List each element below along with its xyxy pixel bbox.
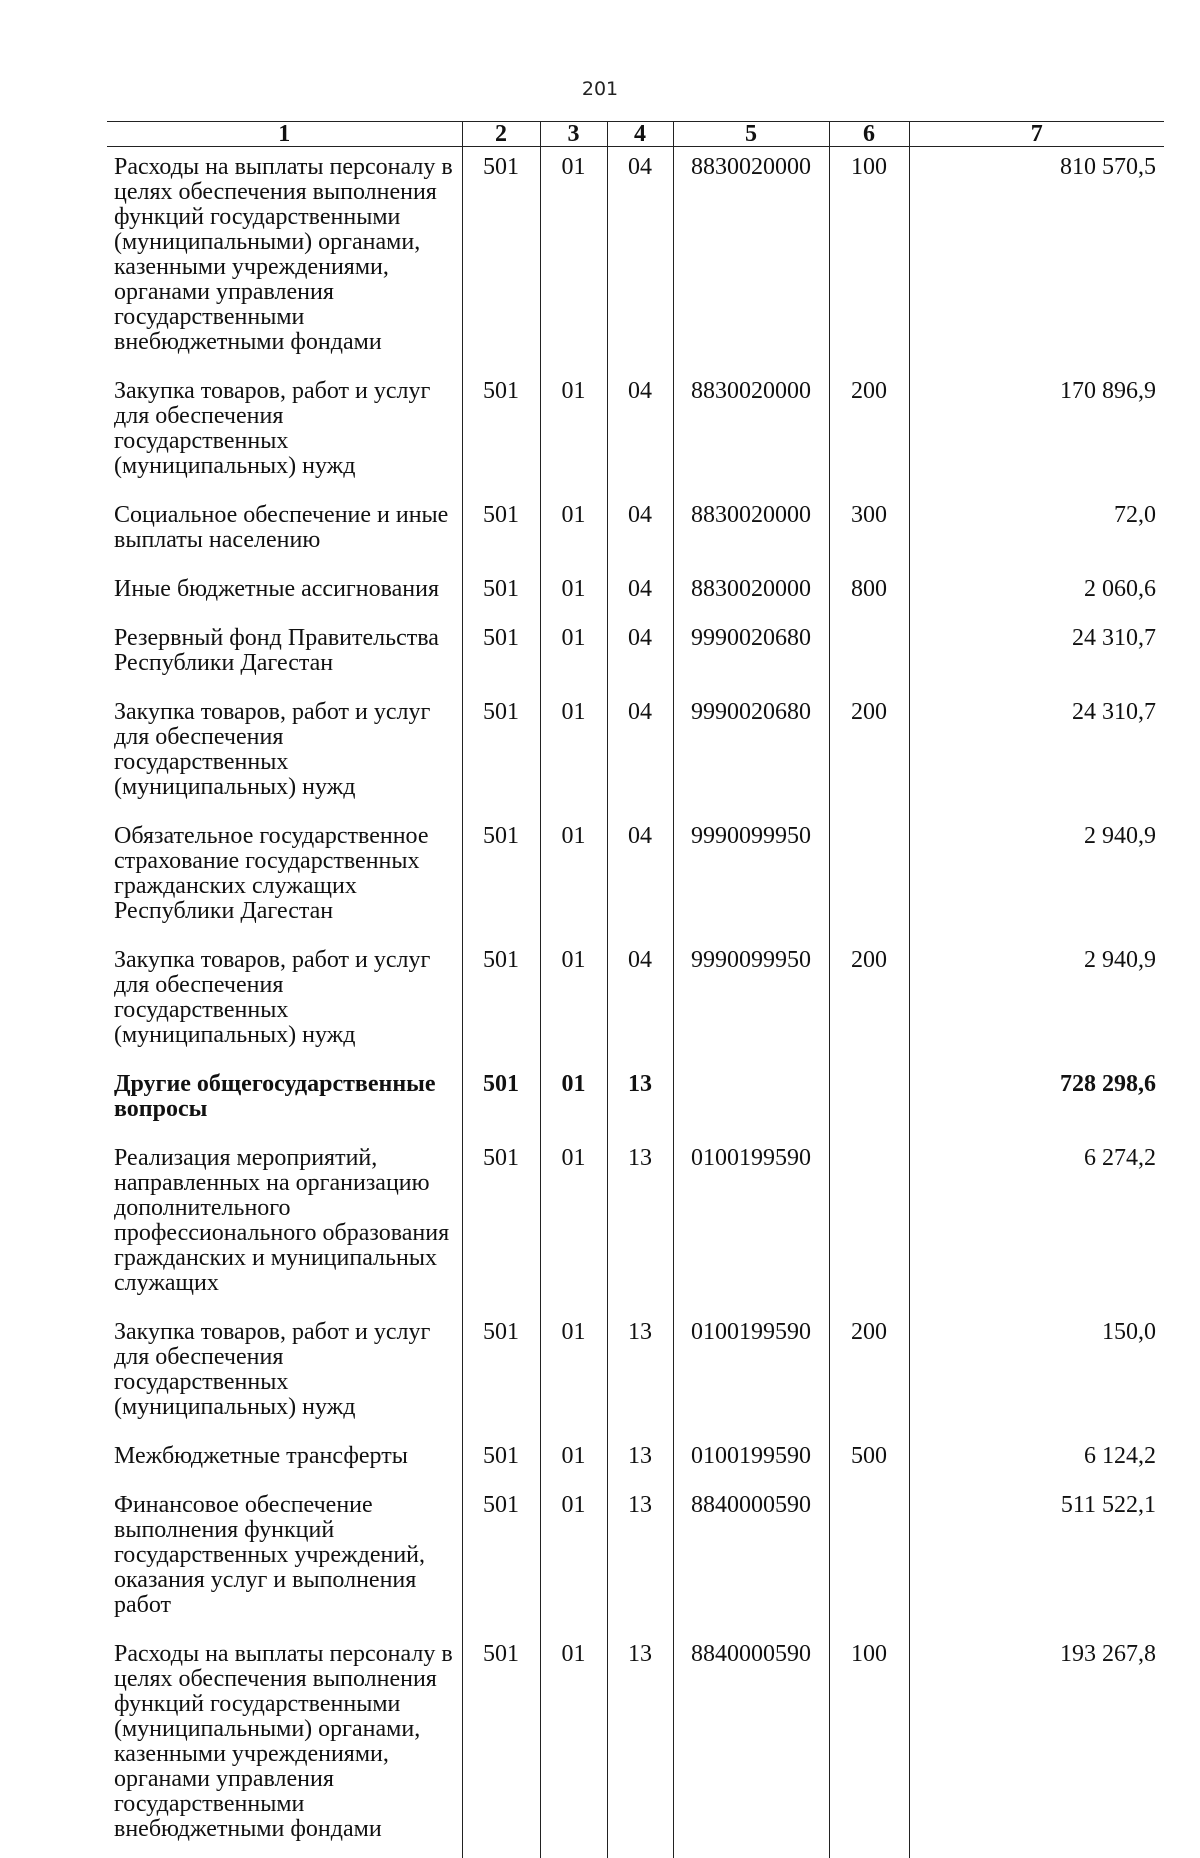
cell-col-2: 501 [462,940,540,1064]
column-header: 2 [462,122,540,147]
cell-col-3: 01 [540,495,607,569]
cell-amount: 2 940,9 [909,940,1164,1064]
cell-col-6: 200 [829,371,909,495]
cell-col-4: 04 [607,940,673,1064]
cell-amount: 193 267,8 [909,1634,1164,1858]
table-row [107,495,1164,569]
cell-amount: 728 298,6 [909,1064,1164,1138]
table-row [107,1485,1164,1634]
cell-col-2: 501 [462,1138,540,1312]
cell-amount: 6 124,2 [909,1436,1164,1485]
cell-col-6: 100 [829,147,909,372]
cell-col-6: 200 [829,692,909,816]
row-name: Закупка товаров, работ и услуг для обеспечения государственных (муниципальных) нужд [107,1312,462,1436]
cell-col-5: 9990099950 [673,940,829,1064]
cell-amount: 24 310,7 [909,618,1164,692]
table-row [107,940,1164,1064]
cell-col-4: 13 [607,1312,673,1436]
cell-col-2: 501 [462,495,540,569]
cell-col-6: 500 [829,1436,909,1485]
cell-col-2: 501 [462,618,540,692]
cell-col-2: 501 [462,816,540,940]
cell-amount: 511 522,1 [909,1485,1164,1634]
cell-col-5: 9990020680 [673,692,829,816]
cell-amount: 6 274,2 [909,1138,1164,1312]
row-name: Социальное обеспечение и иные выплаты населению [107,495,462,569]
page-number: 201 [0,78,1200,100]
cell-col-6 [829,1485,909,1634]
cell-col-6 [829,1064,909,1138]
cell-col-3: 01 [540,1485,607,1634]
cell-col-2: 501 [462,147,540,372]
table-row [107,1312,1164,1436]
table-row [107,618,1164,692]
cell-col-6 [829,618,909,692]
table-row [107,816,1164,940]
table-row [107,1138,1164,1312]
cell-col-3: 01 [540,692,607,816]
cell-col-6: 800 [829,569,909,618]
cell-col-4: 13 [607,1485,673,1634]
cell-col-4: 04 [607,147,673,372]
cell-col-2: 501 [462,692,540,816]
cell-col-4: 04 [607,569,673,618]
column-header: 3 [540,122,607,147]
row-name: Закупка товаров, работ и услуг для обеспечения государственных (муниципальных) нужд [107,692,462,816]
row-name: Обязательное государственное страхование государственных гражданских служащих Республики Дагестан [107,816,462,940]
cell-col-3: 01 [540,816,607,940]
cell-col-4: 13 [607,1436,673,1485]
cell-amount: 24 310,7 [909,692,1164,816]
cell-col-3: 01 [540,1312,607,1436]
column-header: 4 [607,122,673,147]
cell-col-6 [829,816,909,940]
cell-col-3: 01 [540,1138,607,1312]
table-row [107,1634,1164,1858]
column-header: 7 [909,122,1164,147]
row-name: Закупка товаров, работ и услуг для обеспечения государственных (муниципальных) нужд [107,371,462,495]
cell-col-5: 9990020680 [673,618,829,692]
row-name: Финансовое обеспечение выполнения функций государственных учреждений, оказания услуг и выполнения работ [107,1485,462,1634]
cell-col-5: 8830020000 [673,147,829,372]
table-row [107,147,1164,372]
cell-col-3: 01 [540,618,607,692]
cell-col-2: 501 [462,1485,540,1634]
cell-col-5: 8840000590 [673,1485,829,1634]
cell-col-4: 04 [607,371,673,495]
cell-col-2: 501 [462,1634,540,1858]
cell-col-6: 100 [829,1634,909,1858]
table-row [107,371,1164,495]
cell-col-6: 300 [829,495,909,569]
cell-col-4: 13 [607,1634,673,1858]
cell-amount: 150,0 [909,1312,1164,1436]
cell-col-6: 200 [829,1312,909,1436]
cell-col-4: 13 [607,1138,673,1312]
cell-col-6: 200 [829,940,909,1064]
cell-col-5: 0100199590 [673,1312,829,1436]
cell-col-5: 8830020000 [673,495,829,569]
cell-col-5: 9990099950 [673,816,829,940]
cell-col-5: 0100199590 [673,1436,829,1485]
cell-col-4: 04 [607,816,673,940]
row-name: Расходы на выплаты персоналу в целях обеспечения выполнения функций государственными (муниципальными) органами, казенными учреждениями, органами управления государственными внебюджетными фондами [107,147,462,372]
cell-col-3: 01 [540,1634,607,1858]
table-row [107,569,1164,618]
cell-amount: 2 060,6 [909,569,1164,618]
cell-amount: 2 940,9 [909,816,1164,940]
table-body [107,147,1164,1858]
row-name: Реализация мероприятий, направленных на организацию дополнительного профессионального образования гражданских и муниципальных служащих [107,1138,462,1312]
row-name: Резервный фонд Правительства Республики Дагестан [107,618,462,692]
budget-table [107,121,1164,1858]
column-header: 1 [107,122,462,147]
cell-col-3: 01 [540,1064,607,1138]
cell-col-3: 01 [540,147,607,372]
cell-col-5: 8830020000 [673,371,829,495]
cell-col-4: 04 [607,692,673,816]
cell-col-4: 13 [607,1064,673,1138]
cell-col-3: 01 [540,940,607,1064]
cell-col-2: 501 [462,569,540,618]
header-row [107,122,1164,147]
cell-col-6 [829,1138,909,1312]
cell-col-5: 8840000590 [673,1634,829,1858]
table-row [107,1064,1164,1138]
cell-amount: 170 896,9 [909,371,1164,495]
cell-col-4: 04 [607,618,673,692]
cell-amount: 72,0 [909,495,1164,569]
table-row [107,1436,1164,1485]
cell-amount: 810 570,5 [909,147,1164,372]
cell-col-3: 01 [540,569,607,618]
column-header: 5 [673,122,829,147]
cell-col-3: 01 [540,1436,607,1485]
row-name: Расходы на выплаты персоналу в целях обеспечения выполнения функций государственными (муниципальными) органами, казенными учреждениями, органами управления государственными внебюджетными фондами [107,1634,462,1858]
table-row [107,692,1164,816]
row-name: Иные бюджетные ассигнования [107,569,462,618]
cell-col-2: 501 [462,1064,540,1138]
cell-col-5 [673,1064,829,1138]
cell-col-2: 501 [462,371,540,495]
cell-col-3: 01 [540,371,607,495]
row-name: Закупка товаров, работ и услуг для обеспечения государственных (муниципальных) нужд [107,940,462,1064]
cell-col-5: 8830020000 [673,569,829,618]
row-name: Другие общегосударственные вопросы [107,1064,462,1138]
column-header: 6 [829,122,909,147]
row-name: Межбюджетные трансферты [107,1436,462,1485]
cell-col-5: 0100199590 [673,1138,829,1312]
cell-col-2: 501 [462,1312,540,1436]
cell-col-2: 501 [462,1436,540,1485]
cell-col-4: 04 [607,495,673,569]
